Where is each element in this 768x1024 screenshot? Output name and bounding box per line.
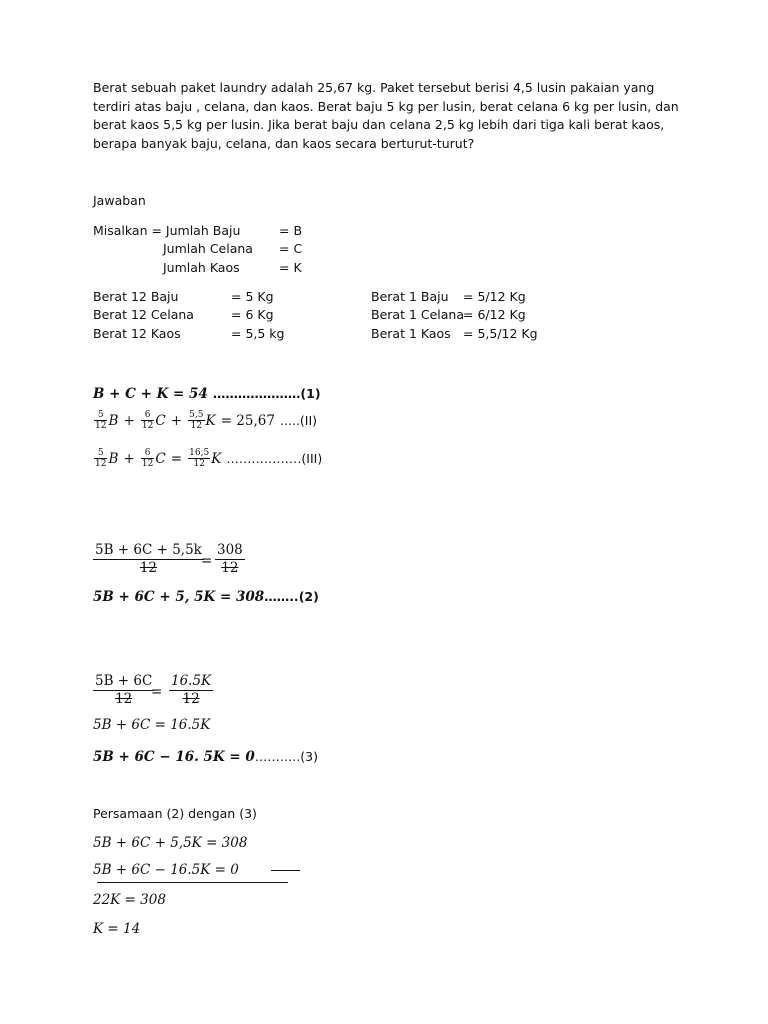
fraction: $\frac{5,5}{12}$ — [189, 410, 204, 431]
subtraction-rule — [97, 882, 288, 883]
equation-3: $\frac{5}{12}$ B + $\frac{6}{12}$ C = $\frac{16,5}{12}$ K ………………(III) — [95, 448, 323, 469]
weight-label: Berat 12 Kaos — [93, 326, 181, 341]
variable-label: Jumlah Celana — [163, 241, 253, 256]
elimination-heading: Persamaan (2) dengan (3) — [93, 806, 257, 821]
variable-value: = C — [279, 241, 303, 256]
unit-weight-value: = 6/12 Kg — [463, 307, 526, 322]
unit-weight-label: Berat 1 Celana — [371, 307, 464, 322]
problem-line: terdiri atas baju , celana, dan kaos. Berat baju 5 kg per lusin, berat celana 6 kg per lusin, dan — [93, 98, 679, 114]
weight-value: = 5,5 kg — [231, 326, 285, 341]
fraction: $\frac{16,5}{12}$ — [189, 448, 210, 469]
variable-value: = K — [279, 260, 302, 275]
step2-left-fraction: 5B + 6C + 5,5k 12 — [95, 542, 202, 576]
unit-weight-label: Berat 1 Baju — [371, 289, 449, 304]
unit-weight-value: = 5,5/12 Kg — [463, 326, 538, 341]
step3-result: 5B + 6C − 16. 5K = 0………..(3) — [93, 749, 318, 765]
equation-1-tag: (1) — [300, 386, 321, 401]
variable-label: Jumlah Kaos — [163, 260, 240, 275]
weight-value: = 6 Kg — [231, 307, 274, 322]
step2-right-fraction: 308 12 — [217, 542, 243, 576]
fraction: $\frac{6}{12}$ — [141, 448, 154, 469]
unit-weight-label: Berat 1 Kaos — [371, 326, 451, 341]
step2-equals: = — [201, 553, 213, 569]
equation-2: $\frac{5}{12}$ B + $\frac{6}{12}$ C + $\frac{5,5}{12}$ K = 25,67 .....(II) — [95, 410, 318, 431]
answer-heading: Jawaban — [93, 193, 146, 208]
minus-sign — [271, 870, 300, 871]
weight-label: Berat 12 Baju — [93, 289, 179, 304]
step3-right-fraction: 16.5K 12 — [171, 673, 212, 707]
problem-line: Berat sebuah paket laundry adalah 25,67 kg. Paket tersebut berisi 4,5 lusin pakaian yang — [93, 80, 655, 95]
weight-label: Berat 12 Celana — [93, 307, 194, 322]
step3-equals: = — [151, 684, 163, 700]
variable-label: Misalkan = Jumlah Baju — [93, 223, 241, 238]
step2-tag: (2) — [298, 589, 319, 604]
step3-tag: (3) — [300, 749, 318, 764]
fraction: $\frac{5}{12}$ — [95, 448, 107, 469]
fraction: $\frac{6}{12}$ — [141, 410, 154, 431]
equation-1-expression: B + C + K = 54 — [93, 386, 208, 402]
elimination-line-4: K = 14 — [93, 921, 141, 937]
problem-line: berat kaos 5,5 kg per lusin. Jika berat baju dan celana 2,5 kg lebih dari tiga kali berat kaos, — [93, 117, 665, 133]
step3-line2: 5B + 6C = 16.5K — [93, 717, 211, 733]
equation-1-dots: ………………… — [212, 386, 301, 401]
elimination-line-3: 22K = 308 — [93, 892, 166, 908]
elimination-line-2: 5B + 6C − 16.5K = 0 — [93, 862, 239, 878]
equation-3-tag: (III) — [301, 451, 323, 466]
unit-weight-value: = 5/12 Kg — [463, 289, 526, 304]
equation-2-tag: (II) — [299, 413, 318, 428]
problem-line: berapa banyak baju, celana, dan kaos secara berturut-turut? — [93, 135, 475, 151]
elimination-line-1: 5B + 6C + 5,5K = 308 — [93, 835, 248, 851]
step3-left-fraction: 5B + 6C 12 — [95, 673, 153, 707]
problem-text — [93, 79, 683, 153]
variable-value: = B — [279, 223, 303, 238]
weight-value: = 5 Kg — [231, 289, 274, 304]
fraction: $\frac{5}{12}$ — [95, 410, 107, 431]
step2-result: 5B + 6C + 5, 5K = 308……..(2) — [93, 589, 319, 605]
equation-1 — [93, 383, 321, 402]
equation-2-rhs: = 25,67 — [220, 413, 275, 429]
